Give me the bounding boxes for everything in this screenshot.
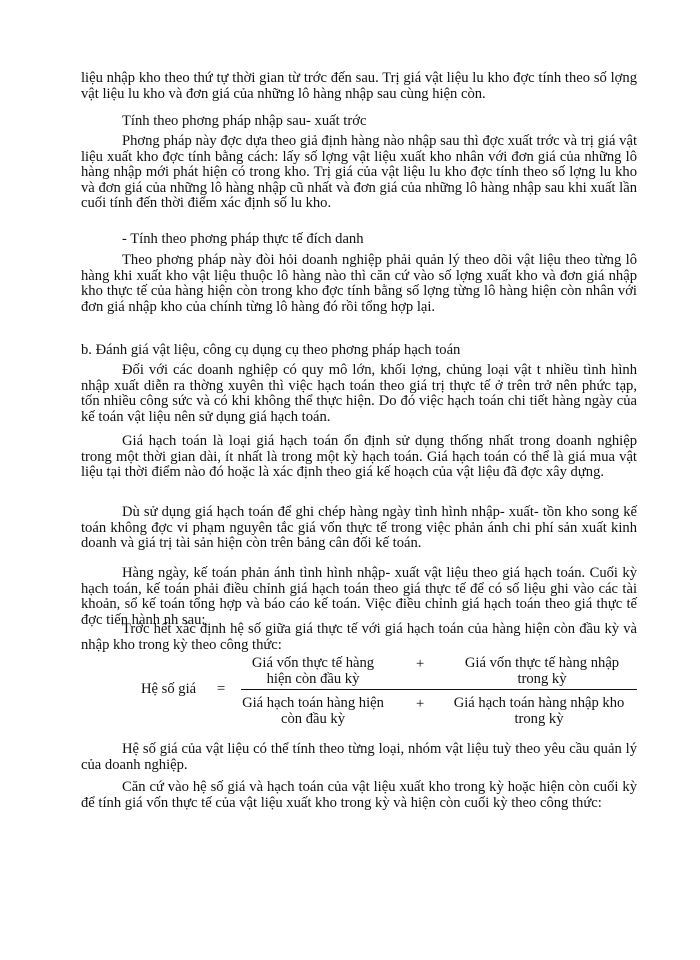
paragraph-daily: Hàng ngày, kế toán phản ánh tình hình nhập- xuất vật liệu theo giá hạch toán. Cuối kỳ hạch toán, kế toán phải điều chỉnh giá hạch toán theo giá thực tế để có số liệu ghi vào các tài khoản, sổ kế toán tổng hợp và báo cáo kế toán. Việc điều chỉnh giá hạch toán theo giá thực tế đợc tiến hành nh sau: [81, 565, 637, 628]
paragraph-coefficient-intro: Trớc hết xác định hệ số giữa giá thực tế với giá hạch toán của hàng hiện còn đầu kỳ và nhập kho trong kỳ theo công thức: [81, 621, 637, 653]
paragraph-principle: Dù sử dụng giá hạch toán để ghi chép hàng ngày tình hình nhập- xuất- tồn kho song kế toán không đợc vi phạm nguyên tắc giá vốn thực tế trong việc phản ánh chi phí sản xuất kinh doanh và giá trị tài sản hiện còn trên bảng cân đối kế toán. [81, 504, 637, 552]
paragraph-specific: Theo phơng pháp này đòi hỏi doanh nghiệp phải quản lý theo dõi vật liệu theo từng lô hàng khi xuất kho vật liệu thuộc lô hàng nào thì căn cứ vào số lợng xuất kho và đơn giá nhập kho thực tế của hàng hiện còn trong kho đợc tính bằng số lợng từng lô hàng hiện còn nhân với đơn giá nhập kho của chính từng lô hàng đó rồi tổng hợp lại. [81, 252, 637, 315]
section-heading-specific: - Tính theo phơng pháp thực tế đích danh [122, 231, 364, 247]
formula-equals: = [217, 681, 226, 697]
numerator-left: Giá vốn thực tế hàng hiện còn đầu kỳ [251, 655, 375, 687]
denominator-plus: + [416, 696, 425, 712]
paragraph-continuation: liệu nhập kho theo thứ tự thời gian từ trớc đến sau. Trị giá vật liệu lu kho đợc tính theo số lợng vật liệu lu kho và đơn giá của những lô hàng nhập sau cùng hiện còn. [81, 70, 637, 102]
paragraph-large-enterprises: Đối với các doanh nghiệp có quy mô lớn, khối lợng, chủng loại vật t nhiều tình hình nhập xuất diễn ra thờng xuyên thì việc hạch toán theo giá trị thực tế ở trên trở nên phức tạp, tốn nhiều công sức và có khi không thể thực hiện. Do đó việc hạch toán chi tiết hàng ngày của kế toán vật liệu nên sử dụng giá hạch toán. [81, 362, 637, 425]
section-heading-lifo: Tính theo phơng pháp nhập sau- xuất trớc [122, 113, 367, 129]
paragraph-lifo: Phơng pháp này đợc dựa theo giả định hàng nào nhập sau thì đợc xuất trớc và trị giá vật liệu xuất kho đợc tính bằng cách: lấy số lợng vật liệu xuất kho nhân với đơn giá của những lô hàng nhập mới phát hiện có trong kho. Trị giá của vật liệu lu kho đợc tính theo số lợng lu kho và đơn giá của những lô hàng nhập cũ nhất và đơn giá của những lô hàng nhập sau khi xuất lần cuối tính đến thời điểm xác định số lu kho. [81, 133, 637, 212]
price-coefficient-formula [81, 656, 637, 728]
numerator-right: Giá vốn thực tế hàng nhập trong kỳ [464, 655, 620, 687]
numerator-plus: + [416, 656, 425, 672]
section-heading-b: b. Đánh giá vật liệu, công cụ dụng cụ theo phơng pháp hạch toán [81, 342, 461, 358]
formula-label: Hệ số giá [141, 681, 197, 697]
fraction-bar [241, 689, 637, 690]
denominator-left: Giá hạch toán hàng hiện còn đầu kỳ [242, 695, 384, 727]
paragraph-actual-cost: Căn cứ vào hệ số giá và hạch toán của vật liệu xuất kho trong kỳ hoặc hiện còn cuối kỳ để tính giá vốn thực tế của vật liệu xuất kho trong kỳ và hiện còn cuối kỳ theo công thức: [81, 779, 637, 811]
paragraph-coefficient-types: Hệ số giá của vật liệu có thể tính theo từng loại, nhóm vật liệu tuỳ theo yêu cầu quản lý của doanh nghiệp. [81, 741, 637, 773]
paragraph-accounting-price: Giá hạch toán là loại giá hạch toán ổn định sử dụng thống nhất trong doanh nghiệp trong một thời gian dài, ít nhất là trong một kỳ hạch toán. Giá hạch toán có thể là giá mua vật liệu tại thời điểm nào đó hoặc là xác định theo giá kế hoạch của vật liệu đã đợc xây dựng. [81, 433, 637, 481]
denominator-right: Giá hạch toán hàng nhập kho trong kỳ [453, 695, 625, 727]
